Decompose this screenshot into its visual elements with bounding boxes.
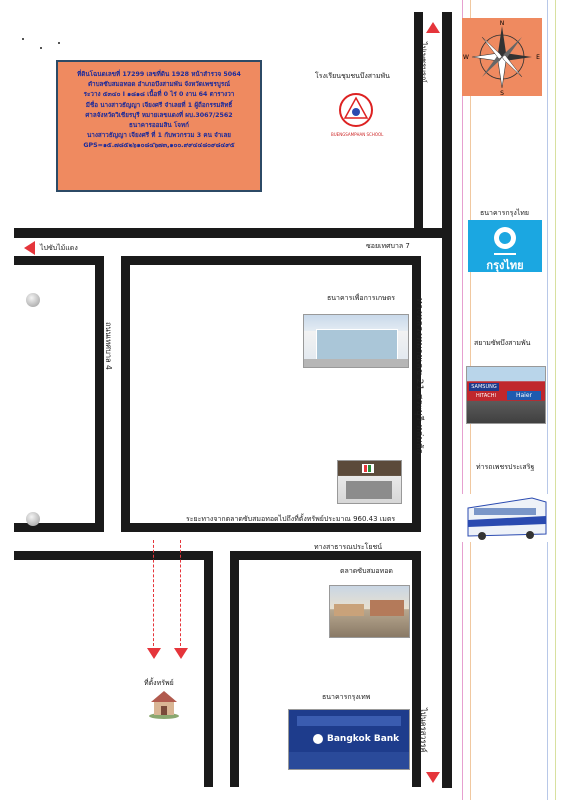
bus-label: ท่ารถเพชรประเสริฐ (476, 463, 535, 471)
margin-line (547, 0, 548, 800)
shop-photo (466, 366, 546, 424)
direction-arrow-icon (24, 241, 35, 255)
highway-main (442, 12, 452, 788)
convenience-store-photo (337, 460, 402, 504)
baac-photo (303, 314, 409, 368)
property-label: ที่ตั้งทรัพย์ (144, 679, 174, 687)
bbl-logo-text: Bangkok Bank (327, 734, 400, 744)
info-line: นางสาวธัญญา เจียงศรี ที่ 1 กับพวกรวม 3 คน จำเลย (86, 132, 231, 140)
margin-line (555, 0, 556, 800)
marker-dot (26, 512, 40, 526)
info-line: มีชื่อ นางสาวธัญญา เจียงศรี จำเลยที่ 1 ผู้ถือกรรมสิทธิ์ (85, 101, 233, 109)
station-label: สยามซัพบึงสามพัน (474, 339, 531, 347)
road-left-block-right (95, 256, 104, 532)
info-line: ที่ดินโฉนดเลขที่ 17299 เลขที่ดิน 1928 หน้าสำรวจ 5064 (77, 71, 241, 78)
road-inner-left (121, 256, 130, 532)
direction-arrow-icon (174, 648, 188, 659)
info-line: ธนาคารออมสิน โจทก์ (129, 122, 189, 130)
ktb-label: ธนาคารกรุงไทย (480, 209, 530, 217)
baac-label: ธนาคารเพื่อการเกษตร (327, 294, 396, 302)
distance-label: ระยะทางจากตลาดซับสมอทอดไปถึงที่ตั้งทรัพย์ประมาณ 960.43 เมตร (186, 515, 396, 523)
info-line: ตำบลซับสมอทอด อำเภอบึงสามพัน จังหวัดเพชรบูรณ์ (87, 81, 231, 89)
property-info-box (56, 60, 262, 192)
shop-sign: Haier (507, 391, 541, 400)
school-small-label: BUENGSAMPHAN SCHOOL (331, 132, 384, 137)
scan-dot (40, 47, 42, 49)
compass-s: S (500, 90, 504, 96)
bbl-photo (288, 709, 410, 770)
road-lower-right-vertical (230, 551, 239, 787)
direction-arrow-icon (147, 648, 161, 659)
margin-line (462, 0, 463, 800)
local-road-label: ถนนเทศบาล 4 (104, 322, 113, 370)
marker-dot (26, 293, 40, 307)
shop-sign: SAMSUNG (469, 383, 499, 391)
info-line: GPS=๑๕.๗๘๕๒๖๑๐๘๔๖๗๓,๑๐๐.๙๙๔๔๘๐๙๘๔๙๕ (83, 142, 235, 150)
compass-n: N (499, 20, 505, 27)
market-photo (329, 585, 410, 638)
school-logo-icon (338, 92, 374, 128)
soi-thetsaban-7-label: ซอยเทศบาล 7 (366, 242, 410, 250)
ktb-logo-text: กรุงไทย (486, 259, 524, 272)
house-icon (147, 688, 181, 720)
scan-dot (22, 38, 24, 40)
compass-rose-icon (462, 18, 542, 96)
road-lower-left (14, 551, 213, 560)
shop-sign: HITACHI (469, 393, 503, 400)
market-label: ตลาดซับสมอทอด (340, 567, 393, 575)
info-line: ศาลจังหวัดวิเชียรบุรี หมายเลขแดงที่ ผบ.3067/2562 (85, 111, 233, 119)
to-wichian-buri-label: ไปซับไม้แดง (40, 244, 78, 252)
school-label: โรงเรียนชุมชนบึงสามพัน (315, 72, 390, 80)
direction-arrow-icon (426, 772, 440, 783)
compass-w: W (463, 54, 469, 61)
bus-photo (462, 494, 548, 542)
road-left-block-top (14, 256, 104, 265)
to-phetchabun-label: ไปเพชรบูรณ์ (419, 42, 428, 83)
direction-arrow-icon (426, 22, 440, 33)
junction-label: ทางสาธารณประโยชน์ (314, 543, 382, 551)
info-line: ระวาง ๕๓๔๐ I ๑๘๑๘ เนื้อที่ 0 ไร่ 0 งาน 64 ตารางวา (83, 91, 235, 99)
road-lower-left-vertical (204, 551, 213, 787)
bbl-label: ธนาคารกรุงเทพ (322, 693, 371, 701)
ktb-logo-icon (468, 220, 542, 272)
compass-e: E (536, 54, 540, 61)
dashed-path (180, 540, 181, 646)
road-top-horizontal (14, 228, 442, 238)
road-inner-top (121, 256, 421, 265)
scan-dot (58, 42, 60, 44)
highway-label: ทางหลวงหมายเลข 21 สระบุรี-หล่มสัก (414, 298, 424, 455)
dashed-path (153, 540, 154, 646)
to-nakhon-sawan-label: ไปนครสวรรค์ (419, 708, 428, 753)
